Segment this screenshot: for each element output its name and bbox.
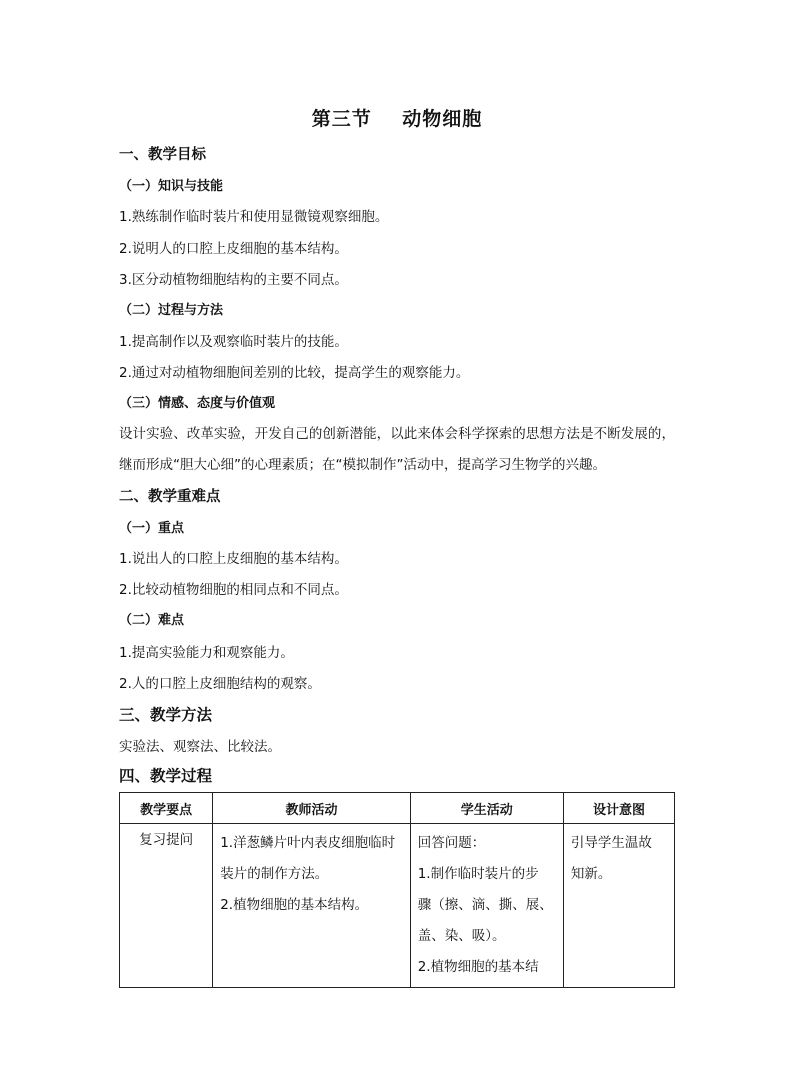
- cell-line: 骤（擦、滴、撕、展、: [417, 897, 553, 913]
- list-item: 2.通过对动植物细胞间差别的比较，提高学生的观察能力。: [119, 365, 470, 381]
- table-header-row: [120, 793, 675, 824]
- table-cell-intent: [563, 824, 674, 988]
- section-heading-objectives: 一、教学目标: [119, 147, 206, 163]
- column-header: 教师活动: [213, 793, 411, 824]
- cell-line: 知新。: [570, 866, 612, 882]
- cell-line: 装片的制作方法。: [220, 866, 329, 882]
- section-heading-process: 四、教学过程: [119, 767, 213, 785]
- table-cell-point: 复习提问: [120, 824, 213, 988]
- list-item: 2.说明人的口腔上皮细胞的基本结构。: [119, 241, 348, 257]
- subheading-difficulties: （二）难点: [119, 613, 185, 628]
- list-item: 2.人的口腔上皮细胞结构的观察。: [119, 676, 321, 692]
- teaching-process-table: [119, 792, 675, 988]
- cell-line: 2.植物细胞的基本结: [417, 959, 539, 975]
- paragraph-attitude-values: 设计实验、改革实验，开发自己的创新潜能，以此来体会科学探索的思想方法是不断发展的，继而形成“胆大心细”的心理素质；在“模拟制作”活动中，提高学习生物学的兴趣。: [119, 426, 675, 473]
- table-cell-teacher: [213, 824, 411, 988]
- column-header: 设计意图: [563, 793, 674, 824]
- section-heading-methods: 三、教学方法: [119, 706, 213, 724]
- subheading-knowledge-skills: （一）知识与技能: [119, 179, 224, 194]
- cell-line: 1.制作临时装片的步: [417, 866, 539, 882]
- column-header: 教学要点: [120, 793, 213, 824]
- section-heading-key-points: 二、教学重难点: [119, 489, 221, 505]
- list-item: 2.比较动植物细胞的相同点和不同点。: [119, 582, 348, 598]
- methods-text: 实验法、观察法、比较法。: [119, 739, 281, 755]
- list-item: 1.提高制作以及观察临时装片的技能。: [119, 334, 348, 350]
- column-header: 学生活动: [410, 793, 563, 824]
- list-item: 1.提高实验能力和观察能力。: [119, 645, 294, 661]
- cell-line: 引导学生温故: [570, 835, 652, 851]
- table-row: [120, 824, 675, 988]
- list-item: 1.说出人的口腔上皮细胞的基本结构。: [119, 551, 348, 567]
- page-title: 第三节 动物细胞: [311, 108, 483, 130]
- cell-line: 盖、染、吸）。: [417, 928, 506, 944]
- table-cell-student: [410, 824, 563, 988]
- list-item: 3.区分动植物细胞结构的主要不同点。: [119, 272, 348, 288]
- subheading-attitude-values: （三）情感、态度与价值观: [119, 396, 276, 411]
- cell-line: 回答问题：: [417, 835, 486, 851]
- cell-line: 2.植物细胞的基本结构。: [220, 897, 369, 913]
- subheading-key-points: （一）重点: [119, 521, 185, 536]
- list-item: 1.熟练制作临时装片和使用显微镜观察细胞。: [119, 209, 389, 225]
- subheading-process-methods: （二）过程与方法: [119, 303, 224, 318]
- cell-line: 1.洋葱鳞片叶内表皮细胞临时: [220, 835, 396, 851]
